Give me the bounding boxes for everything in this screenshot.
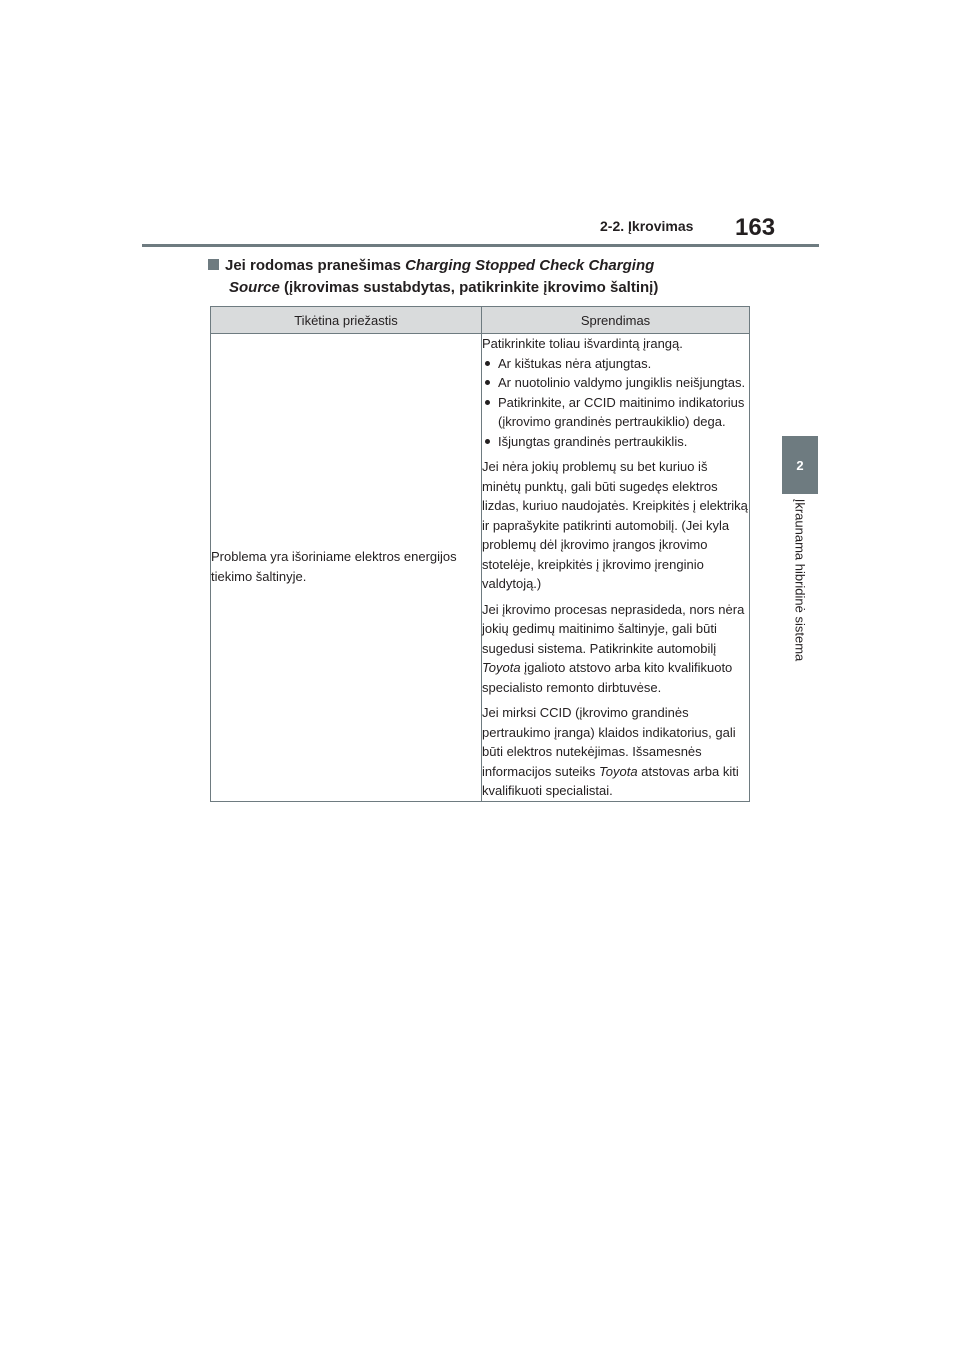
page-number: 163	[735, 214, 776, 241]
section-heading	[208, 255, 768, 299]
list-item: Išjungtas grandinės pertraukiklis.	[482, 432, 749, 452]
heading-prefix: Jei rodomas pranešimas	[225, 257, 406, 274]
troubleshooting-table	[210, 306, 750, 802]
chapter-number: 2	[796, 457, 804, 473]
list-item: Ar nuotolinio valdymo jungiklis neišjungtas.	[482, 373, 749, 393]
solution-paragraph-3	[482, 703, 749, 801]
heading-suffix: (įkrovimas sustabdytas, patikrinkite įkrovimo šaltinį)	[279, 279, 659, 296]
column-header-cause: Tikėtina priežastis	[211, 307, 482, 334]
heading-message-2: Source	[229, 279, 280, 296]
solution-cell	[482, 334, 750, 802]
para2-text-a: Jei įkrovimo procesas neprasideda, nors nėra jokių gedimų maitinimo šaltinyje, gali būti sugedusi sistema. Patikrinkite automobilį	[482, 601, 745, 656]
heading-line-2	[208, 277, 768, 299]
solution-paragraph-2	[482, 600, 749, 698]
chapter-tab[interactable]	[782, 436, 818, 494]
brand-name: Toyota	[482, 660, 521, 675]
para3-text-b: atstovas arba kiti kvalifikuoti specialistai.	[482, 763, 739, 798]
para2-text-b: įgalioto atstovo arba kito kvalifikuoto specialisto remonto dirbtuvėse.	[482, 660, 733, 695]
section-label: 2-2. Įkrovimas	[600, 218, 694, 234]
chapter-title: Įkraunama hibridinė sistema	[792, 498, 808, 662]
solution-paragraph-1: Jei nėra jokių problemų su bet kuriuo iš minėtų punktų, gali būti sugedęs elektros lizdas, kuriuo naudojatės. Kreipkitės į elektriką ir paprašykite patikrinti automobilį. (Jei kyla problemų dėl įkrovimo įrangos įkrovimo stotelėje, kreipkitės į įkrovimo įrenginio valdytoją.)	[482, 459, 748, 591]
para3-text-a: Jei mirksi CCID (įkrovimo grandinės pertraukimo įranga) klaidos indikatorius, gali būti elektros nutekėjimas. Išsamesnės informacijos suteiks	[482, 705, 736, 779]
cause-cell: Problema yra išoriniame elektros energijos tiekimo šaltinyje.	[211, 334, 482, 802]
square-bullet-icon	[208, 259, 219, 270]
solution-intro: Patikrinkite toliau išvardintą įrangą.	[482, 336, 683, 351]
table-header-row	[211, 307, 750, 334]
heading-message-1: Charging Stopped Check Charging	[405, 257, 655, 274]
list-item: Patikrinkite, ar CCID maitinimo indikatorius (įkrovimo grandinės pertraukiklio) dega.	[482, 393, 749, 432]
brand-name: Toyota	[599, 763, 638, 779]
header-rule	[142, 244, 819, 247]
table-row	[211, 334, 750, 802]
check-list	[482, 354, 749, 452]
list-item: Ar kištukas nėra atjungtas.	[482, 354, 749, 374]
column-header-solution: Sprendimas	[482, 307, 750, 334]
heading-line-1	[208, 255, 768, 277]
